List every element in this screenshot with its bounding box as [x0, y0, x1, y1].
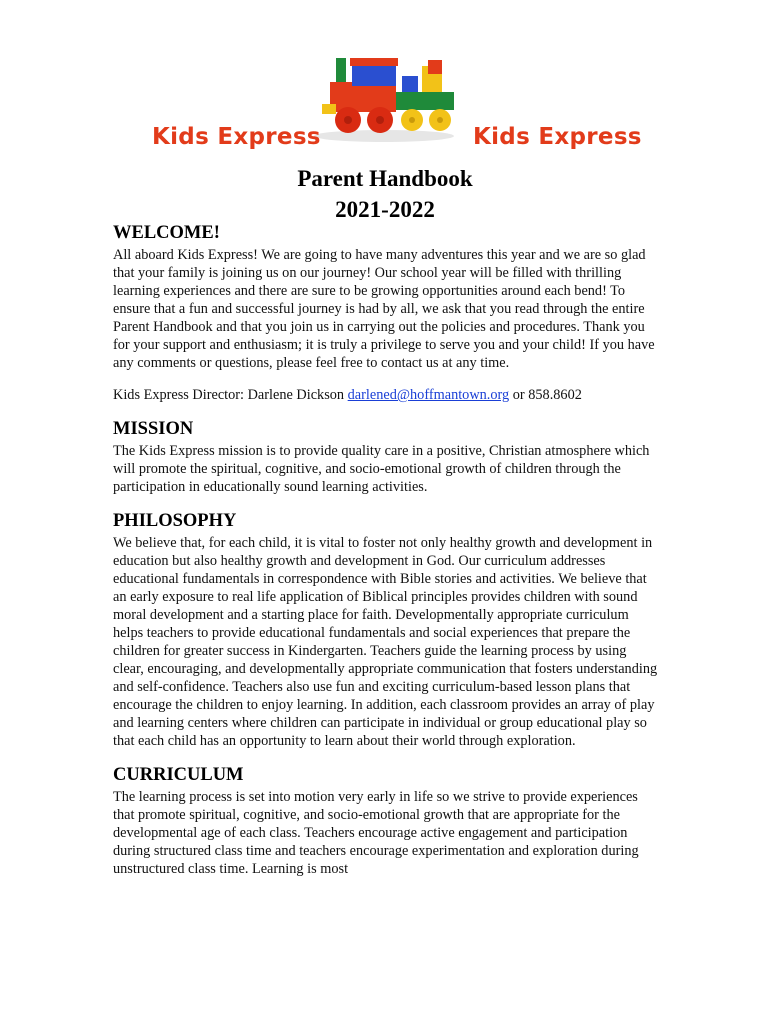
- welcome-paragraph: All aboard Kids Express! We are going to have many adventures this year and we are so glad that your family is joining us on our journey! Our school year will be filled with thrilling learning experiences and there are sure to be growing opportunities around each bend! To ensure that a fun and successful journey is had by all, we ask that you read through the entire Parent Handbook and that you join us in carrying out the policies and procedures. Thank you for your support and enthusiasm; it is truly a privilege to serve you and your child! If you have any comments or questions, please feel free to contact us at any time.: [113, 247, 655, 371]
- philosophy-section: [113, 510, 658, 750]
- page-subtitle-year: 2021-2022: [335, 197, 435, 222]
- director-contact: [113, 386, 658, 404]
- curriculum-paragraph: The learning process is set into motion very early in life so we strive to provide experiences that promote spiritual, cognitive, and socio-emotional growth that are appropriate for the developmental age of each class. Teachers encourage active engagement and participation during structured class time and teachers encourage experimentation and exploration during unstructured class time. Learning is most: [113, 789, 639, 877]
- curriculum-section: [113, 764, 658, 970]
- welcome-heading: WELCOME!: [113, 223, 220, 243]
- mission-section: [113, 418, 658, 496]
- philosophy-heading: PHILOSOPHY: [113, 511, 237, 531]
- document-body: [113, 222, 658, 970]
- director-label: Kids Express Director: Darlene Dickson: [113, 387, 345, 403]
- mission-heading: MISSION: [113, 419, 194, 439]
- brand-name-right: Kids Express: [473, 124, 642, 150]
- page-title: Parent Handbook: [297, 166, 473, 191]
- curriculum-heading: CURRICULUM: [113, 765, 244, 785]
- welcome-section: [113, 222, 658, 404]
- page-header: [0, 0, 770, 230]
- toy-train-logo: [304, 44, 464, 144]
- brand-name-left: Kids Express: [152, 124, 321, 150]
- director-email-link[interactable]: darlened@hoffmantown.org: [347, 387, 510, 403]
- mission-paragraph: The Kids Express mission is to provide quality care in a positive, Christian atmosphere which will promote the spiritual, cognitive, and socio-emotional growth of children through the participation in educationally sound learning activities.: [113, 443, 650, 495]
- director-phone: or 858.8602: [512, 387, 582, 403]
- philosophy-paragraph: We believe that, for each child, it is vital to foster not only healthy growth and development in education but also healthy growth and development in God. Our curriculum addresses educational fundamentals in correspondence with Bible stories and activities. We believe that an early exposure to real life application of Biblical principles provides children with sound moral development and a starting place for faith. Developmentally appropriate curriculum helps teachers to provide educational fundamentals and social experiences that prepare the children for greater success in Kindergarten. Teachers guide the learning process by using clear, encouraging, and developmentally appropriate communication that fosters understanding and self-confidence. Teachers also use fun and exciting curriculum-based lesson plans that encourage the children to enjoy learning. In addition, each classroom provides an array of play and learning centers where children can participate in individual or group educational play so that each child has an opportunity to learn about their world through exploration.: [113, 535, 658, 749]
